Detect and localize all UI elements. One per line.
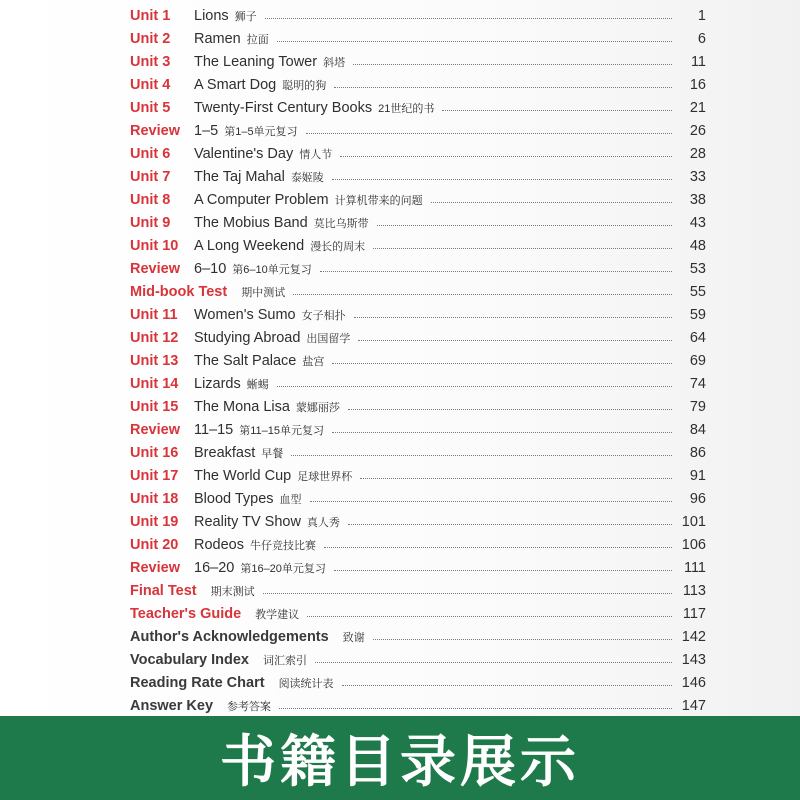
dot-leader	[307, 615, 672, 617]
toc-entry-chinese: 词汇索引	[263, 654, 307, 667]
toc-entry-page: 69	[689, 352, 706, 369]
toc-entry-title: Rodeos	[194, 536, 244, 553]
dot-leader	[334, 569, 672, 571]
toc-entry-chinese: 致谢	[342, 631, 365, 644]
toc-entry-chinese: 女子相扑	[301, 309, 346, 322]
toc-entry-page: 96	[689, 490, 706, 507]
toc-entry	[130, 188, 706, 211]
toc-entry-chinese: 出国留学	[306, 332, 351, 345]
toc-entry-chinese: 聪明的狗	[282, 79, 327, 92]
toc-entry-label: Unit 4	[130, 76, 171, 93]
toc-entry-title: The Salt Palace	[194, 352, 297, 369]
toc-entry-label: Unit 13	[130, 352, 179, 369]
toc-entry-page: 55	[689, 283, 706, 300]
dot-leader	[263, 592, 672, 594]
dot-leader	[442, 109, 672, 111]
toc-entry	[130, 533, 706, 556]
toc-entry-label: Unit 20	[130, 536, 179, 553]
toc-entry	[130, 579, 706, 602]
toc-entry-page: 142	[681, 628, 706, 645]
toc-entry-label: Unit 3	[130, 53, 171, 70]
toc-entry	[130, 510, 706, 533]
toc-entry-chinese: 盐宫	[302, 355, 325, 368]
toc-entry-page: 91	[689, 467, 706, 484]
toc-entry-title: The World Cup	[194, 467, 292, 484]
toc-entry-label: Unit 14	[130, 375, 179, 392]
toc-entry-page: 26	[689, 122, 706, 139]
toc-entry-label: Answer Key	[130, 697, 214, 714]
toc-entry-label: Unit 17	[130, 467, 179, 484]
toc-entry-label: Unit 1	[130, 7, 171, 24]
dot-leader	[340, 155, 672, 157]
dot-leader	[324, 546, 672, 548]
toc-entry-title: Studying Abroad	[194, 329, 301, 346]
toc-entry	[130, 4, 706, 27]
toc-entry	[130, 418, 706, 441]
dot-leader	[334, 86, 672, 88]
toc-entry	[130, 73, 706, 96]
toc-entry-chinese: 参考答案	[227, 700, 272, 713]
toc-entry-title: Lions	[194, 7, 229, 24]
dot-leader	[373, 247, 672, 249]
dot-leader	[332, 431, 672, 433]
toc-entry-chinese: 牛仔竞技比赛	[249, 539, 316, 552]
dot-leader	[315, 661, 672, 663]
toc-entry	[130, 487, 706, 510]
toc-entry	[130, 280, 706, 303]
toc-entry-label: Review	[130, 122, 180, 139]
toc-entry-label: Unit 19	[130, 513, 179, 530]
toc-entry	[130, 211, 706, 234]
toc-entry-page: 106	[681, 536, 706, 553]
toc-entry-page: 101	[681, 513, 706, 530]
toc-entry-page: 146	[681, 674, 706, 691]
toc-entry-chinese: 血型	[279, 493, 302, 506]
toc-entry-page: 143	[681, 651, 706, 668]
toc-entry	[130, 671, 706, 694]
toc-entry-chinese: 计算机带来的问题	[334, 194, 423, 207]
toc-entry-title: 1–5	[194, 122, 219, 139]
toc-entry-chinese: 期中测试	[241, 286, 286, 299]
toc-entry-title: Ramen	[194, 30, 241, 47]
dot-leader	[360, 477, 672, 479]
dot-leader	[348, 408, 672, 410]
toc-entry	[130, 326, 706, 349]
toc-entry-chinese: 蜥蜴	[246, 378, 269, 391]
toc-entry-page: 111	[683, 559, 706, 576]
dot-leader	[277, 40, 672, 42]
dot-leader	[377, 224, 672, 226]
toc-entry-chinese: 蒙娜丽莎	[295, 401, 340, 414]
toc-entry-label: Unit 12	[130, 329, 179, 346]
toc-entry-chinese: 早餐	[261, 447, 284, 460]
dot-leader	[320, 270, 672, 272]
toc-entry	[130, 602, 706, 625]
toc-entry-title: Reality TV Show	[194, 513, 301, 530]
dot-leader	[265, 17, 672, 19]
toc-entry-chinese: 漫长的周末	[310, 240, 366, 253]
toc-entry-label: Teacher's Guide	[130, 605, 242, 622]
toc-entry	[130, 27, 706, 50]
toc-entry-title: The Mobius Band	[194, 214, 308, 231]
toc-entry	[130, 165, 706, 188]
toc-entry	[130, 648, 706, 671]
toc-entry-chinese: 足球世界杯	[297, 470, 353, 483]
toc-entry-label: Final Test	[130, 582, 197, 599]
toc-entry-chinese: 教学建议	[255, 608, 300, 621]
toc-entry-page: 86	[689, 444, 706, 461]
toc-entry-page: 48	[689, 237, 706, 254]
toc-entry	[130, 372, 706, 395]
dot-leader	[332, 362, 672, 364]
toc-entry	[130, 464, 706, 487]
toc-entry	[130, 349, 706, 372]
toc-entry-label: Mid-book Test	[130, 283, 228, 300]
toc-entry-title: 16–20	[194, 559, 235, 576]
toc-entry	[130, 257, 706, 280]
toc-entry-page: 21	[689, 99, 706, 116]
toc-entry-title: Breakfast	[194, 444, 256, 461]
toc-entry-label: Unit 2	[130, 30, 171, 47]
toc-entry-page: 59	[689, 306, 706, 323]
toc-entry	[130, 395, 706, 418]
dot-leader	[279, 707, 672, 709]
toc-entry-page: 43	[689, 214, 706, 231]
toc-entry-page: 147	[681, 697, 706, 714]
dot-leader	[310, 500, 672, 502]
toc-entry-label: Review	[130, 559, 180, 576]
dot-leader	[373, 638, 672, 640]
toc-entry-label: Review	[130, 260, 180, 277]
toc-entry	[130, 119, 706, 142]
toc-entry-page: 117	[682, 605, 706, 622]
toc-entry-chinese: 第11–15单元复习	[239, 424, 325, 437]
toc-entry	[130, 234, 706, 257]
toc-entry-page: 113	[682, 582, 706, 599]
toc-entry-page: 11	[690, 53, 706, 70]
dot-leader	[358, 339, 672, 341]
banner	[0, 716, 800, 800]
toc-entry-title: Lizards	[194, 375, 241, 392]
toc-entry-chinese: 真人秀	[306, 516, 340, 529]
toc-entry-title: Blood Types	[194, 490, 274, 507]
toc-entry-chinese: 泰姬陵	[290, 171, 324, 184]
dot-leader	[332, 178, 672, 180]
toc-entry-label: Reading Rate Chart	[130, 674, 265, 691]
toc-entry-title: 6–10	[194, 260, 227, 277]
toc-entry-label: Unit 9	[130, 214, 171, 231]
toc-entry	[130, 556, 706, 579]
toc-entry-page: 53	[689, 260, 706, 277]
toc-entry-label: Unit 15	[130, 398, 179, 415]
toc-entry-chinese: 阅读统计表	[278, 677, 334, 690]
dot-leader	[348, 523, 672, 525]
toc-entry-label: Unit 6	[130, 145, 171, 162]
banner-text: 书籍目录展示	[220, 730, 580, 795]
toc-entry-page: 64	[689, 329, 706, 346]
toc-entry	[130, 142, 706, 165]
dot-leader	[342, 684, 672, 686]
toc-entry-label: Unit 18	[130, 490, 179, 507]
toc-entry	[130, 96, 706, 119]
dot-leader	[354, 316, 672, 318]
toc-entry-chinese: 情人节	[299, 148, 333, 161]
toc-entry-label: Unit 16	[130, 444, 179, 461]
toc-entry-title: Valentine's Day	[194, 145, 294, 162]
dot-leader	[291, 454, 672, 456]
toc-entry-label: Unit 10	[130, 237, 179, 254]
toc-entry-page: 33	[689, 168, 706, 185]
toc-entry-chinese: 第16–20单元复习	[240, 562, 326, 575]
toc-entry-title: Twenty-First Century Books	[194, 99, 373, 116]
toc-entry-chinese: 狮子	[234, 10, 257, 23]
toc-entry-page: 1	[697, 7, 706, 24]
toc-entry-title: A Computer Problem	[194, 191, 329, 208]
toc-entry-chinese: 斜塔	[323, 56, 346, 69]
toc-entry-label: Review	[130, 421, 180, 438]
toc-entry	[130, 625, 706, 648]
toc-entry-title: Women's Sumo	[194, 306, 296, 323]
dot-leader	[306, 132, 672, 134]
toc-entry-page: 16	[689, 76, 706, 93]
toc-entry-chinese: 莫比乌斯带	[313, 217, 369, 230]
toc-entry-label: Unit 7	[130, 168, 171, 185]
toc-entry-page: 79	[689, 398, 706, 415]
toc-entry-title: The Taj Mahal	[194, 168, 285, 185]
toc-entry-title: The Leaning Tower	[194, 53, 318, 70]
toc-entry-title: 11–15	[194, 421, 234, 438]
toc-entry-chinese: 期末测试	[210, 585, 255, 598]
toc-entry-label: Author's Acknowledgements	[130, 628, 329, 645]
toc-entry-page: 28	[689, 145, 706, 162]
toc-entry-page: 74	[689, 375, 706, 392]
toc-entry-label: Unit 5	[130, 99, 171, 116]
toc-entry-label: Vocabulary Index	[130, 651, 249, 668]
toc-entry-title: A Smart Dog	[194, 76, 277, 93]
toc-entry-title: A Long Weekend	[194, 237, 305, 254]
dot-leader	[277, 385, 672, 387]
dot-leader	[431, 201, 672, 203]
dot-leader	[353, 63, 672, 65]
toc-entry-chinese: 拉面	[246, 33, 269, 46]
toc-entry-chinese: 21世纪的书	[378, 102, 435, 115]
toc-entry-page: 38	[689, 191, 706, 208]
toc-entry-title: The Mona Lisa	[194, 398, 290, 415]
toc-entry	[130, 303, 706, 326]
toc-entry-chinese: 第6–10单元复习	[232, 263, 312, 276]
toc-entry-label: Unit 11	[130, 306, 178, 323]
toc-entry-page: 84	[689, 421, 706, 438]
toc-entry	[130, 50, 706, 73]
toc-entry	[130, 441, 706, 464]
toc-entry	[130, 694, 706, 717]
toc-entry-page: 6	[697, 30, 706, 47]
toc-entry-label: Unit 8	[130, 191, 171, 208]
dot-leader	[293, 293, 672, 295]
toc-entry-chinese: 第1–5单元复习	[224, 125, 298, 138]
